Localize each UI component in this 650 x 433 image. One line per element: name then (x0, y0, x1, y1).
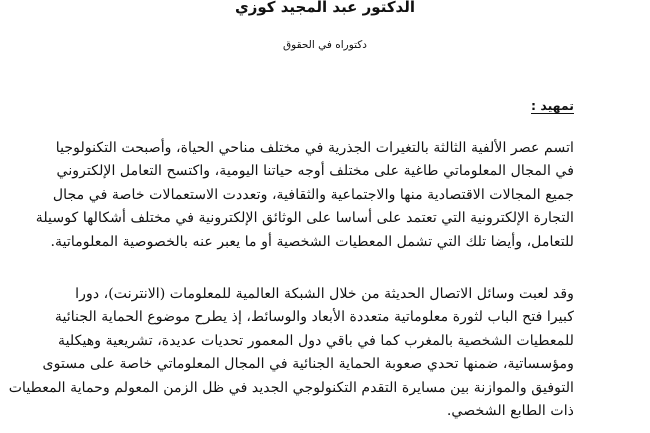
paragraph-line: ذات الطابع الشخصي. (446, 403, 574, 420)
paragraph-line: كبيرا فتح الباب لثورة معلوماتية متعددة الأبعاد والوسائط، إذ يطرح موضوع الحماية الجنائية (54, 309, 574, 326)
paragraph-line: للتعامل، وأيضا تلك التي تشمل المعطيات الشخصية أو ما يعبر عنه بالخصوصية المعلوماتية. (50, 233, 574, 250)
paragraph-line: اتسم عصر الألفية الثالثة بالتغيرات الجذرية في مختلف مناحي الحياة، وأصبحت التكنولوجيا (55, 140, 574, 156)
paragraph-line: التوفيق والموازنة بين مسايرة التقدم التكنولوجي الجديد في ظل الزمن المعولم وحماية المعطيات (8, 379, 574, 396)
paragraph-line: ومؤسساتية، ضمنها تحدي صعوبة الحماية الجنائية في المجال المعلوماتي خاصة على مستوى (42, 356, 574, 373)
author-degree: دكتوراه في الحقوق (283, 39, 367, 51)
paragraph-line: جميع المجالات الاقتصادية منها والاجتماعية والثقافية، وتعددت الاستعمالات خاصة في مجال (52, 186, 574, 203)
paragraph-line: للمعطيات الشخصية بالمغرب كما في باقي دول المعمور تحديات عديدة، تشريعية وهيكلية (58, 332, 574, 349)
paragraph-1 (35, 137, 574, 254)
paragraph-line: التجارة الإلكترونية التي تعتمد على أساسا على الوثائق الإلكترونية في مختلف أشكالها كوسيلة (35, 210, 574, 227)
paragraph-line: في المجال المعلوماتي طاغية على مختلف أوجه حياتنا اليومية، واكتسح التعامل الإلكتروني (56, 163, 574, 180)
section-heading: تمهيد : (531, 98, 574, 113)
paragraph-line: وقد لعبت وسائل الاتصال الحديثة من خلال الشبكة العالمية للمعلومات (الانترنت)، دورا (75, 286, 574, 302)
author-name: الدكتور عبد المجيد كوزي (235, 0, 415, 16)
paragraph-2 (8, 283, 574, 423)
